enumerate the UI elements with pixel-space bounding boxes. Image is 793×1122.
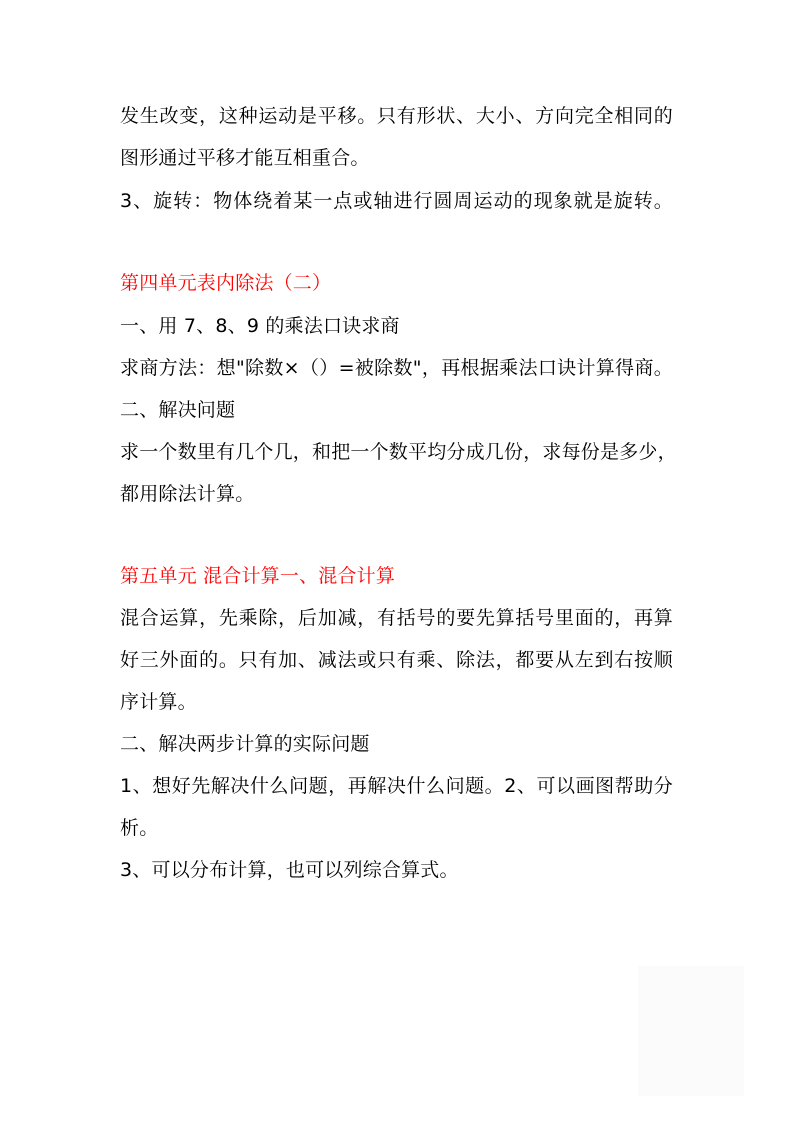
text-line: 都用除法计算。: [120, 483, 255, 505]
text-line: 3、旋转：物体绕着某一点或轴进行圆周运动的现象就是旋转。: [120, 190, 673, 212]
faint-shaded-area: [638, 966, 744, 1096]
text-line: 图形通过平移才能互相重合。: [120, 147, 370, 169]
text-line: 发生改变，这种运动是平移。只有形状、大小、方向完全相同的: [120, 105, 673, 127]
text-line: 好三外面的。只有加、减法或只有乘、除法，都要从左到右按顺: [120, 649, 673, 671]
text-line: 求一个数里有几个几，和把一个数平均分成几份，求每份是多少，: [120, 441, 677, 463]
text-line: 求商方法：想"除数×（）=被除数"，再根据乘法口诀计算得商。: [120, 357, 673, 379]
text-line: 3、可以分布计算，也可以列综合算式。: [120, 859, 459, 881]
section-heading-unit-5: 第五单元 混合计算一、混合计算: [120, 565, 396, 587]
subheading: 二、解决两步计算的实际问题: [120, 733, 370, 755]
text-line: 1、想好先解决什么问题，再解决什么问题。2、可以画图帮助分: [120, 775, 673, 797]
text-line: 序计算。: [120, 691, 197, 713]
subheading: 一、用 7、8、9 的乘法口诀求商: [120, 315, 400, 337]
section-heading-unit-4: 第四单元表内除法（二）: [120, 272, 332, 294]
subheading: 二、解决问题: [120, 399, 236, 421]
text-line: 析。: [120, 817, 159, 839]
text-line: 混合运算，先乘除，后加减，有括号的要先算括号里面的，再算: [120, 607, 673, 629]
